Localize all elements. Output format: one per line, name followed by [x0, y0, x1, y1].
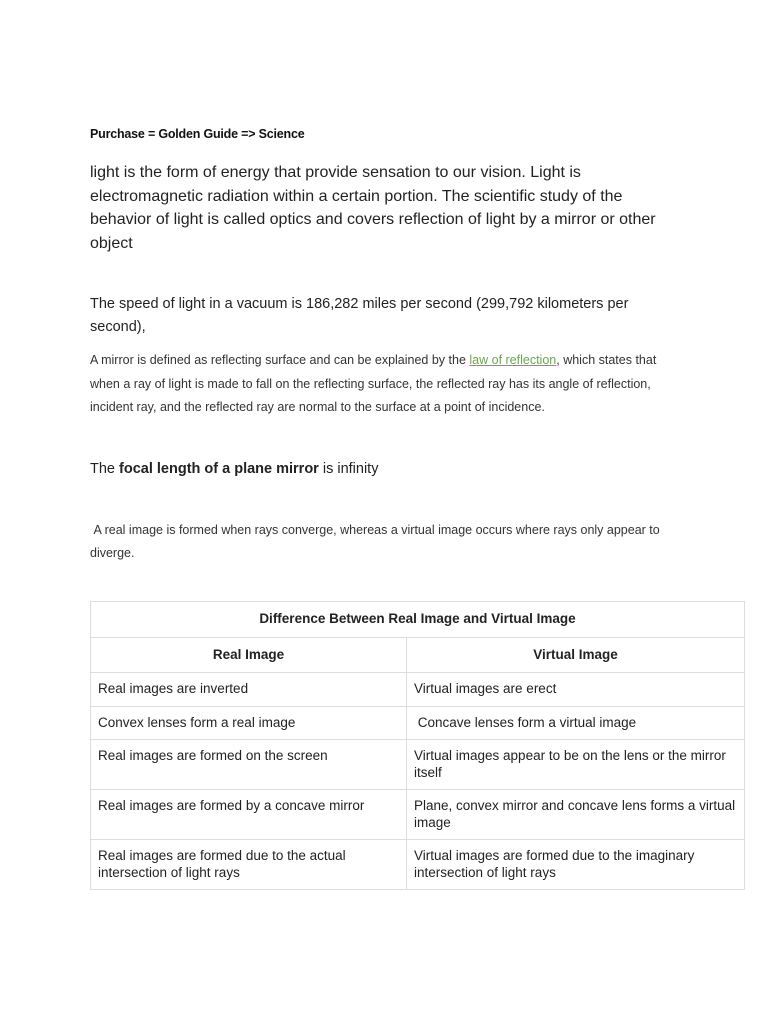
table-caption-row: [91, 602, 745, 638]
table-cell: Real images are formed on the screen: [91, 740, 407, 790]
table-row: [91, 790, 745, 840]
law-of-reflection-link[interactable]: law of reflection: [469, 353, 557, 367]
table-cell: Convex lenses form a real image: [91, 706, 407, 740]
table-cell: Virtual images are erect: [407, 673, 745, 707]
mirror-paragraph: [90, 349, 680, 420]
mirror-text-before: A mirror is defined as reflecting surface and can be explained by the: [90, 353, 470, 367]
real-image-paragraph: A real image is formed when rays converge, whereas a virtual image occurs where rays only appear to diverge.: [90, 523, 664, 560]
table-cell: Virtual images appear to be on the lens or the mirror itself: [407, 740, 745, 790]
intro-paragraph: light is the form of energy that provide sensation to our vision. Light is electromagnetic radiation within a certain portion. The scientific study of the behavior of light is called optics and covers reflection of light by a mirror or other object: [90, 164, 656, 252]
table-row: [91, 673, 745, 707]
table-caption: Difference Between Real Image and Virtual Image: [91, 602, 745, 638]
table-cell: Virtual images are formed due to the imaginary intersection of light rays: [407, 840, 745, 890]
table-cell: Real images are formed due to the actual intersection of light rays: [91, 840, 407, 890]
focal-text-after: is infinity: [318, 461, 379, 477]
focal-paragraph: [90, 458, 680, 480]
table-row: [91, 706, 745, 740]
table-cell: Concave lenses form a virtual image: [407, 706, 745, 740]
header-real-image: Real Image: [91, 637, 407, 673]
header-virtual-image: Virtual Image: [407, 637, 745, 673]
mirror-text-after: , which states that when a ray of light is made to fall on the reflecting surface, the reflected ray has its angle of reflection, incident ray, and the reflected ray are normal to the surface at a point of incidence.: [90, 353, 657, 414]
focal-bold-text: focal length of a plane mirror: [119, 461, 319, 477]
speed-paragraph: The speed of light in a vacuum is 186,282 miles per second (299,792 kilometers per second),: [90, 296, 629, 335]
table-cell: Real images are inverted: [91, 673, 407, 707]
focal-text-before: The: [90, 461, 120, 477]
table-cell: Plane, convex mirror and concave lens forms a virtual image: [407, 790, 745, 840]
table-header-row: [91, 637, 745, 673]
table-row: [91, 740, 745, 790]
difference-table: [90, 601, 745, 890]
table-row: [91, 840, 745, 890]
table-cell: Real images are formed by a concave mirror: [91, 790, 407, 840]
purchase-heading: Purchase = Golden Guide => Science: [90, 127, 305, 141]
